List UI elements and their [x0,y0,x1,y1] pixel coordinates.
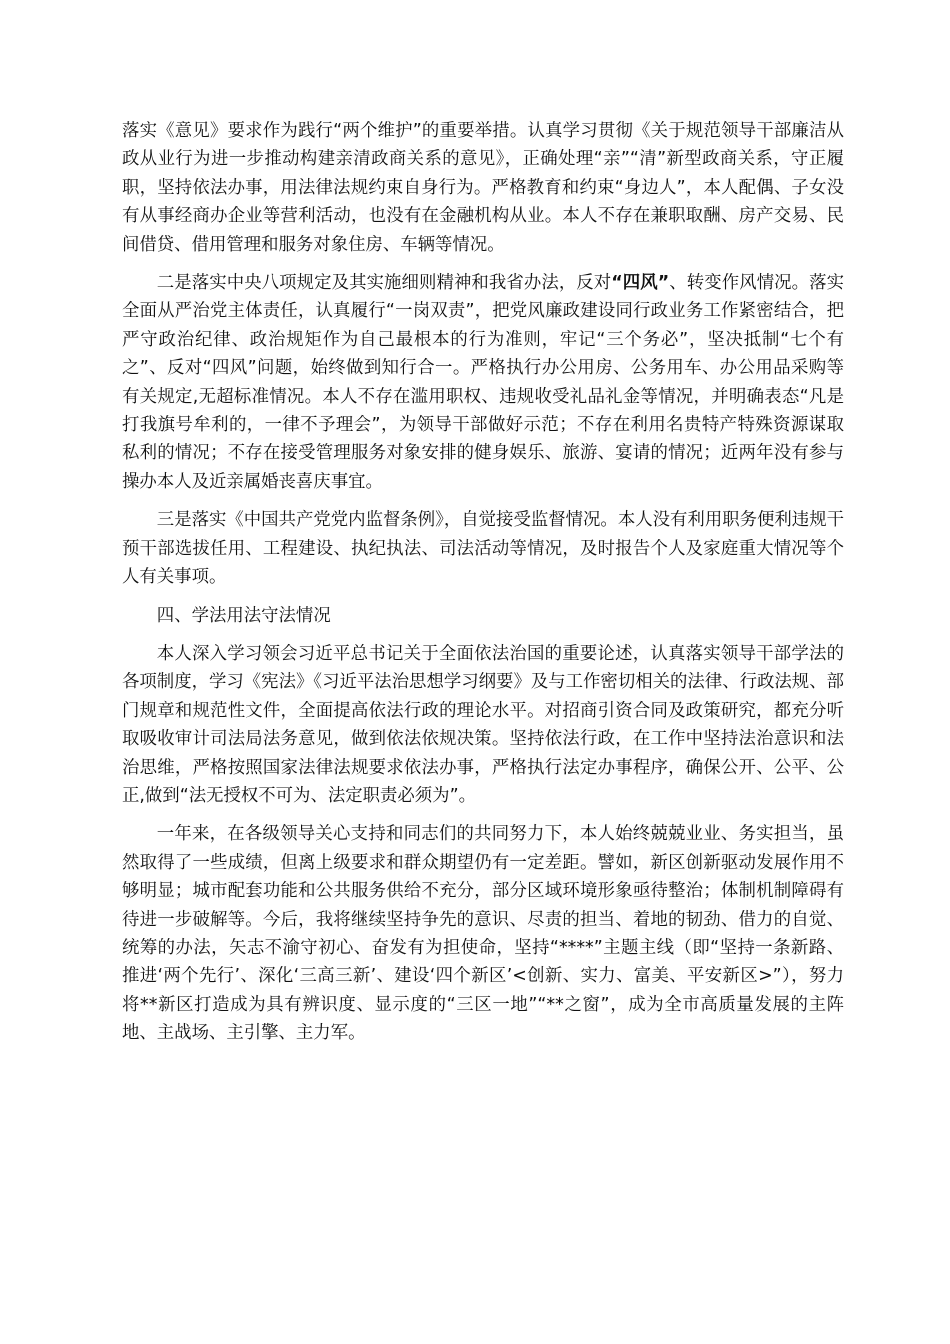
section-heading-law: 四、学法用法守法情况 [156,605,331,626]
document-body [122,117,844,1058]
four-styles-bold-text: “四风” [611,273,670,294]
paragraph-summary: 一年来，在各级领导关心支持和同志们的共同努力下，本人始终兢兢业业、务实担当，虽然取得了一些成绩，但离上级要求和群众期望仍有一定差距。譬如，新区创新驱动发展作用不够明显；城市配套功能和公共服务供给不充分，部分区域环境形象亟待整治；体制机制障碍有待进一步破解等。今后，我将继续坚持争先的意识、尽责的担当、着地的韧劲、借力的自觉、统筹的办法，矢志不渝守初心、奋发有为担使命，坚持“****”主题主线（即“坚持一条新路、推进‘两个先行’、深化‘三高三新’、建设‘四个新区’<创新、实力、富美、平安新区>”），努力将**新区打造成为具有辨识度、显示度的“三区一地”“**之窗”，成为全市高质量发展的主阵地、主战场、主引擎、主力军。 [122,824,844,1044]
paragraph-law-study: 本人深入学习领会习近平总书记关于全面依法治国的重要论述，认真落实领导干部学法的各项制度，学习《宪法》《习近平法治思想学习纲要》及与工作密切相关的法律、行政法规、部门规章和规范性文件，全面提高依法行政的理论水平。对招商引资合同及政策研究，都充分听取吸收审计司法局法务意见，做到依法依规决策。坚持依法行政，在工作中坚持法治意识和法治思维，严格按照国家法律法规要求依法办事，严格执行法定办事程序，确保公开、公平、公正,做到“法无授权不可为、法定职责必须为”。 [122,643,844,806]
paragraph-eight-rules [122,269,844,496]
paragraph-eight-rules-body: 、转变作风情况。落实全面从严治党主体责任，认真履行“一岗双责”，把党风廉政建设同行政业务工作紧密结合，把严守政治纪律、政治规矩作为自己最根本的行为准则，牢记“三个务必”，坚决抵制“七个有之”、反对“四风”问题，始终做到知行合一。严格执行办公用房、公务用车、办公用品采购等有关规定,无超标准情况。本人不存在滥用职权、违规收受礼品礼金等情况，并明确表态“凡是打我旗号牟利的，一律不予理会”，为领导干部做好示范；不存在利用名贵特产特殊资源谋取私利的情况；不存在接受管理服务对象安排的健身娱乐、旅游、宴请的情况；近两年没有参与操办本人及近亲属婚丧喜庆事宜。 [122,273,845,492]
paragraph-supervision: 三是落实《中国共产党党内监督条例》，自觉接受监督情况。本人没有利用职务便利违规干预干部选拔任用、工程建设、执纪执法、司法活动等情况，及时报告个人及家庭重大情况等个人有关事项。 [122,510,844,588]
paragraph-marriage-family: 落实《意见》要求作为践行“两个维护”的重要举措。认真学习贯彻《关于规范领导干部廉洁从政从业行为进一步推动构建亲清政商关系的意见》，正确处理“亲”“清”新型政商关系，守正履职，坚持依法办事，用法律法规约束自身行为。严格教育和约束“身边人”，本人配偶、子女没有从事经商办企业等营利活动，也没有在金融机构从业。本人不存在兼职取酬、房产交易、民间借贷、借用管理和服务对象住房、车辆等情况。 [122,121,844,255]
paragraph-eight-rules-lead: 二是落实中央八项规定及其实施细则精神和我省办法，反对 [156,273,612,294]
